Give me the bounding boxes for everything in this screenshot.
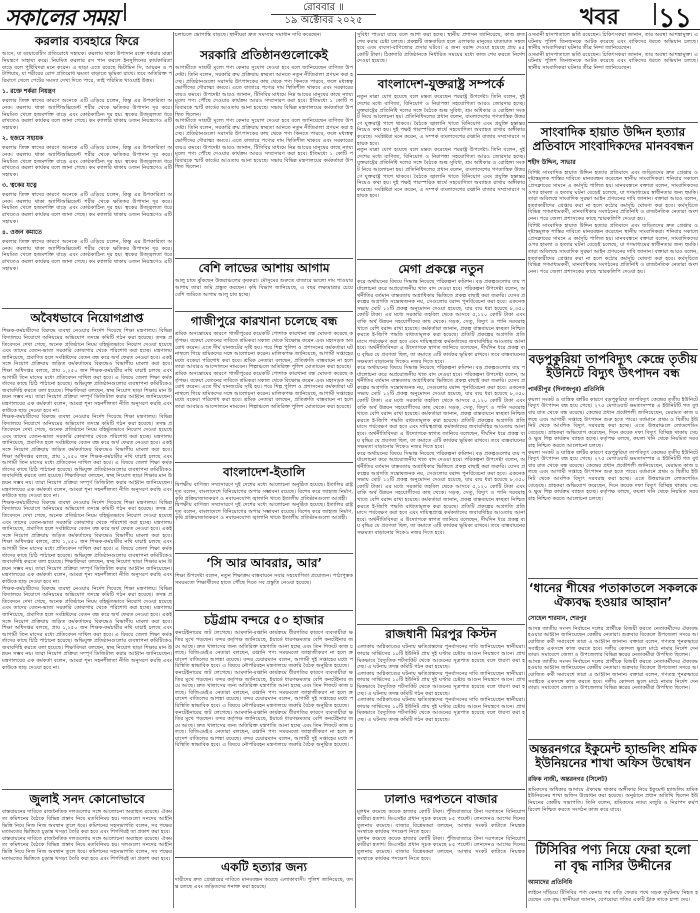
article-body: আসন্ন জাতীয় সংসদ নির্বাচনে দলের প্রার্থীকে বিজয়ী করতে নেতাকর্মীদের ঐক্যবদ্ধ হওয়ার আহ্বান জানিয়েছেন কেন্দ্রীয় নেতারা। শুক্রবার বিকেলে উপজেলা সদরে আয়োজিত কর্মী সমাবেশে তারা এ আহ্বান জানান। বক্তারা বলেন, গণতন্ত্র পুনরুদ্ধারে সবাইকে একসঙ্গে কাজ করতে হবে। দলীয় কোন্দল ভুলে মাঠে নামার নির্দেশ দেন তারা। সমাবেশে জেলা ও উপজেলার বিভিন্ন স্তরের নেতাকর্মীরা উপস্থিত ছিলেন।	[528, 658, 700, 692]
headline: মেগা প্রকল্পে নতুন	[398, 262, 484, 276]
headline: করলার ব্যবহারে ফিরে	[34, 34, 140, 48]
article-july-charter	[2, 792, 172, 910]
article-body: শিক্ষক-কর্মচারীদের বিরুদ্ধে ব্যবস্থা নেওয়ার নির্দেশ দিয়েছে শিক্ষা মন্ত্রণালয়। বিভিন্ন বিদ্যালয়ে নিয়োগে অনিয়মের অভিযোগ তদন্তে কমিটি গঠন করা হয়েছে। তদন্ত প্রতিবেদনে দেখা গেছে, অনেক প্রতিষ্ঠানে নিয়ম বহির্ভূতভাবে নিয়োগ দেওয়া হয়েছে এবং তাদের বেতন-ভাতা সরকারি কোষাগার থেকে পরিশোধ করা হচ্ছে। মন্ত্রণালয় জানিয়েছে, প্রমাণিত হলে সংশ্লিষ্টদের বেতন বন্ধ করে অর্থ ফেরত নেওয়া হবে। একই সঙ্গে নিয়োগ প্রক্রিয়ায় জড়িত কর্মকর্তাদের বিরুদ্ধেও বিভাগীয় মামলা করা হবে। শিক্ষা অধিদপ্তর বলছে, প্রায় ১,২৫০ জন শিক্ষক-কর্মচারীর নথি যাচাই চলছে এবং আগামী তিন মাসের মধ্যে প্রতিবেদন দাখিল করা হবে। এ বিষয়ে জেলা শিক্ষা কর্মকর্তাদের কাছে চিঠি পাঠানো হয়েছে। অভিযুক্ত প্রতিষ্ঠানগুলোর ব্যবস্থাপনা কমিটিকেও জবাবদিহি করতে বলা হয়েছে। শিক্ষাবিদরা বলছেন, স্বচ্ছ নিয়োগ ছাড়া শিক্ষার মান উন্নয়ন সম্ভব নয়। তারা নিয়োগ প্রক্রিয়া সম্পূর্ণ ডিজিটাল করার আহ্বান জানিয়েছেন। মন্ত্রণালয়ের এক কর্মকর্তা বলেন, আমরা শূন্য সহনশীলতা নীতি অনুসরণ করছি এবং কাউকে ছাড় দেওয়া হবে না।	[2, 585, 172, 671]
byline: রফিক নাজী, অন্তরনগর (সিলেট)	[528, 775, 608, 783]
article-murder	[175, 860, 353, 910]
article-continuation	[175, 32, 353, 46]
article-body: কয়লা সংকট ও যান্ত্রিক ত্রুটির কারণে বড়পুকুরিয়া তাপবিদ্যুৎ কেন্দ্রের তৃতীয় ইউনিটে বিদ্যুৎ উৎপাদন বন্ধ হয়ে গেছে। ২৭৫ মেগাওয়াট ক্ষমতাসম্পন্ন এ ইউনিটটি গত বুধবার রাত থেকে বন্ধ রয়েছে। কেন্দ্রের প্রধান প্রকৌশলী জানিয়েছেন, মেরামত কাজ চলছে এবং আগামী সপ্তাহে উৎপাদন শুরু হতে পারে। বর্তমানে প্রথম ও দ্বিতীয় ইউনিট থেকে আংশিক বিদ্যুৎ সরবরাহ করা হচ্ছে। এতে উত্তরাঞ্চলে লোডশেডিং বেড়েছে। গ্রাহকরা অভিযোগ করেছেন, দিনে কয়েক দফা বিদ্যুৎ বিচ্ছিন্ন থাকায় সেচ ও ক্ষুদ্র শিল্প কার্যক্রম ব্যাহত হচ্ছে। কর্তৃপক্ষ বলছে, কয়লা খনি থেকে নিয়মিত সরবরাহ নিশ্চিত করতে আলোচনা চলছে।	[528, 449, 700, 502]
article-tcb	[528, 843, 698, 913]
article-body: করে অর্থায়নের বিষয়ে সিদ্ধান্ত নিয়েছে পরিকল্পনা কমিশন। বড় প্রকল্পগুলোর ব্যয় পর্যালোচনা করে অপ্রয়োজনীয় খাত বাদ দেওয়া হবে। পরিকল্পনা উপদেষ্টা বলেন, অর্থনীতির বর্তমান বাস্তবতায় অগ্রাধিকার ভিত্তিতে প্রকল্প বাছাই করা জরুরি। যেসব প্রকল্পের অগ্রগতি সন্তোষজনক নয়, সেগুলোর বরাদ্দ পুনর্বিবেচনা করা হবে। একনেক সভায় মোট ১২টি প্রকল্প অনুমোদন দেওয়া হয়েছে, যার ব্যয় ধরা হয়েছে ৮,৩৫০ কোটি টাকা। এর মধ্যে সরকারি তহবিল থেকে আসবে ৫,১২০ কোটি টাকা এবং বাকি অর্থ উন্নয়ন সহযোগীদের কাছ থেকে। সড়ক, সেতু, বিদ্যুৎ ও পানি সরবরাহ খাতে বেশি বরাদ্দ রাখা হয়েছে। কর্মকর্তারা জানান, প্রকল্প বাস্তবায়নে স্বচ্ছতা নিশ্চিত করতে ই-জিপি পদ্ধতি বাধ্যতামূলক করা হয়েছে। প্রতিটি প্রকল্পের অগ্রগতি প্রতি মাসে পর্যবেক্ষণ করা হবে এবং দায়িত্বপ্রাপ্ত কর্মকর্তাদের জবাবদিহির আওতায় আনা হবে। অর্থনীতিবিদরা এ উদ্যোগকে স্বাগত জানিয়ে বলেছেন, দীর্ঘদিন ধরে প্রকল্প ব্যয় বৃদ্ধির যে প্রবণতা ছিল, তা কমাতে এটি কার্যকর ভূমিকা রাখবে। তবে বাস্তবায়নের সক্ষমতা বাড়ানোর দিকেও নজর দিতে হবে।	[357, 279, 525, 365]
divider	[357, 74, 525, 75]
article-body: দ্বিপক্ষীয় বাণিজ্য সম্প্রসারণে দুই দেশের মধ্যে আলোচনা অনুষ্ঠিত হয়েছে। ইতালির রাষ্ট্রদূত বলেন, বাংলাদেশে বিনিয়োগের অপার সম্ভাবনা রয়েছে। বিশেষ করে জাহাজ নির্মাণ, কৃষি প্রক্রিয়াজাতকরণ ও নবায়নযোগ্য জ্বালানি খাতে ইতালীয় প্রতিষ্ঠানগুলো আগ্রহী।	[175, 502, 355, 522]
article-body: বিশিষ্ট সাংবাদিক হায়াত উদ্দিন হত্যার প্রতিবাদে এবং জড়িতদের দ্রুত গ্রেপ্তার ও দৃষ্টান্তমূলক শাস্তির দাবিতে মানববন্ধন করেছেন স্থানীয় সাংবাদিকরা। শনিবার সকালে প্রেসক্লাবের সামনে এ কর্মসূচি পালিত হয়। মানববন্ধনে বক্তারা বলেন, সাংবাদিকদের ওপর হামলা ও হত্যার ঘটনা বেড়েই চলেছে, যা গণমাধ্যমের স্বাধীনতার জন্য হুমকি। তারা অবিলম্বে সাংবাদিক সুরক্ষা আইন প্রণয়নের দাবি জানান। বক্তারা আরও বলেন, হত্যাকারীদের গ্রেপ্তার করা না হলে কঠোর কর্মসূচি ঘোষণা করা হবে। কর্মসূচিতে বিভিন্ন গণমাধ্যমকর্মী, মানবাধিকার সংগঠনের প্রতিনিধি ও রাজনৈতিক নেতারা অংশ নেন। পরে জেলা প্রশাসকের কাছে স্মারকলিপি দেওয়া হয়।	[528, 222, 700, 275]
subhead: ৪. ওজন কমাতে	[2, 229, 42, 237]
headline: অন্তরনগরে ইকুমেন্ট হ্যান্ডলিং শ্রমিক ইউনিয়নের শাখা অফিস উদ্বোধন	[529, 742, 697, 771]
article-body: নতুন মাত্রা যোগ হয়েছে বলে মন্তব্য করেছেন পররাষ্ট্র উপদেষ্টা। তিনি বলেন, দুই দেশের মধ্যে বাণিজ্য, বিনিয়োগ ও নিরাপত্তা সহযোগিতা আরও জোরদার হচ্ছে। যুক্তরাষ্ট্রের প্রতিনিধি দলের সঙ্গে বৈঠকে শুল্ক সুবিধা, শ্রম অধিকার ও রোহিঙ্গা সংকট নিয়ে আলোচনা হয়। প্রতিনিধিদলের প্রধান বলেন, বাংলাদেশের গণতান্ত্রিক উত্তরণে যুক্তরাষ্ট্র পাশে থাকবে। বৈঠকে জ্বালানি খাতে বিনিয়োগ এবং প্রযুক্তি হস্তান্তর নিয়েও কথা হয়। দুই পক্ষই পারস্পরিক স্বার্থে সহযোগিতা অব্যাহত রাখার অঙ্গীকার করেছে। সংশ্লিষ্টরা মনে করেন, এ সম্পর্ক বাংলাদেশের রপ্তানি বাজার সম্প্রসারণে সহায়ক হবে।	[357, 94, 525, 147]
column-1	[2, 32, 172, 908]
article-body: শ্রমিক অসন্তোষের কারণে গাজীপুরের কয়েকটি পোশাক কারখানা বন্ধ ঘোষণা করেছে কর্তৃপক্ষ। বকেয়া বেতনের দাবিতে শ্রমিকরা সকাল থেকে বিক্ষোভ করেন এবং মহাসড়ক অবরোধ করেন। এতে দীর্ঘ যানজটের সৃষ্টি হয়। পরে শিল্প পুলিশ ও প্রশাসনের কর্মকর্তারা ঘটনাস্থলে গিয়ে শ্রমিকদের সঙ্গে আলোচনা করেন। মালিকপক্ষ জানিয়েছে, আগামী সপ্তাহের মধ্যে বকেয়া পরিশোধ করা হবে। শ্রমিক নেতারা বলছেন, প্রতিশ্রুতি বাস্তবায়ন না হলে তারা আবারও আন্দোলনে নামবেন। শিল্পাঞ্চলে অতিরিক্ত পুলিশ মোতায়েন করা হয়েছে।	[175, 331, 355, 371]
article-body: আগামীতে সাশ্রয়ী মূল্যে পণ্য কেনার সুযোগ দেওয়া হবে বলে জানিয়েছেন বাণিজ্য উপদেষ্টা। তিনি বলেন, সরকারি ক্রয় প্রক্রিয়ায় স্বচ্ছতা আনতে নতুন নীতিমালা প্রণয়ন করা হচ্ছে। প্রতিষ্ঠানগুলো সরাসরি উৎপাদকের কাছ থেকে পণ্য কিনতে পারবে, ফলে মধ্যস্বত্বভোগীদের দৌরাত্ম্য কমবে। এতে বাজারে পণ্যের দাম স্থিতিশীল থাকবে এবং সরকারের ব্যয়ও কমবে। উপদেষ্টা আরও জানান, টিসিবির মাধ্যমে নিম্ন আয়ের মানুষের কাছে ন্যায্যমূল্যে পণ্য পৌঁছে দেওয়ার কার্যক্রম আরও সম্প্রসারণ করা হবে। ইতিমধ্যে ১ কোটি পরিবারকে স্মার্ট কার্ডের আওতায় আনা হয়েছে। সভায় বিভিন্ন মন্ত্রণালয়ের কর্মকর্তারা উপস্থিত ছিলেন।	[175, 118, 355, 171]
article-body: কনটেইনারের জট লেগেছে। আমদানি-রপ্তানি কার্যক্রমে ধীরগতির কারণে ব্যবসায়ীরা ক্ষতির মুখে পড়ছেন। বন্দর কর্তৃপক্ষ জানিয়েছে, ইয়ার্ডে ধারণক্ষমতার বেশি কনটেইনার জমে আছে। দ্রুত খালাসের জন্য অতিরিক্ত যন্ত্রপাতি আনা হচ্ছে এবং তিন শিফটে কাজ চলছে। বিজিএমইএ নেতারা বলছেন, রপ্তানি পণ্য সময়মতো জাহাজীকরণ না হলে ক্রয়াদেশ বাতিলের আশঙ্কা রয়েছে। বন্দর চেয়ারম্যান বলেন, আগামী দুই সপ্তাহের মধ্যে পরিস্থিতি স্বাভাবিক হবে। এ বিষয়ে নৌপরিবহন মন্ত্রণালয়ে জরুরি বৈঠক অনুষ্ঠিত হয়েছে।	[175, 630, 353, 670]
weekday: রোববার ॥	[303, 2, 344, 13]
divider	[357, 259, 525, 260]
date: ১৯ অক্টোবর ২০২৫	[284, 15, 363, 26]
headline: বাংলাদেশ-ইতালি	[222, 465, 306, 479]
article-body: মূলধন কমেছে কয়েক হাজার কোটি টাকা। পুঁজিবাজারে টানা দরপতনে বিনিয়োগকারীরা হতাশ। ডিএসইর প্রধান সূচক কমেছে ৮৫ পয়েন্ট। লেনদেনও আগের দিনের তুলনায় কমেছে। বাজার বিশ্লেষকরা বলছেন, আস্থার সংকট কাটাতে নিয়ন্ত্রক সংস্থাকে কার্যকর পদক্ষেপ নিতে হবে।	[357, 835, 525, 862]
divider	[175, 258, 353, 259]
article-body: এলাকায় অগ্নিকাণ্ডের ঘটনায় ক্ষতিগ্রস্তদের পুনর্বাসনের দাবি জানিয়েছেন স্থানীয়রা। ফায়ার সার্ভিসের ১০টি ইউনিট প্রায় দুই ঘণ্টার চেষ্টায় আগুন নিয়ন্ত্রণে আনে। প্রাথমিকভাবে বৈদ্যুতিক শর্টসার্কিট থেকে আগুনের সূত্রপাত হয়েছে বলে ধারণা করা হচ্ছে। এ ঘটনায় তদন্ত কমিটি গঠন করা হয়েছে।	[357, 644, 525, 671]
article-mirpur	[357, 627, 525, 787]
article-body: করে অর্থায়নের বিষয়ে সিদ্ধান্ত নিয়েছে পরিকল্পনা কমিশন। বড় প্রকল্পগুলোর ব্যয় পর্যালোচনা করে অপ্রয়োজনীয় খাত বাদ দেওয়া হবে। পরিকল্পনা উপদেষ্টা বলেন, অর্থনীতির বর্তমান বাস্তবতায় অগ্রাধিকার ভিত্তিতে প্রকল্প বাছাই করা জরুরি। যেসব প্রকল্পের অগ্রগতি সন্তোষজনক নয়, সেগুলোর বরাদ্দ পুনর্বিবেচনা করা হবে। একনেক সভায় মোট ১২টি প্রকল্প অনুমোদন দেওয়া হয়েছে, যার ব্যয় ধরা হয়েছে ৮,৩৫০ কোটি টাকা। এর মধ্যে সরকারি তহবিল থেকে আসবে ৫,১২০ কোটি টাকা এবং বাকি অর্থ উন্নয়ন সহযোগীদের কাছ থেকে। সড়ক, সেতু, বিদ্যুৎ ও পানি সরবরাহ খাতে বেশি বরাদ্দ রাখা হয়েছে। কর্মকর্তারা জানান, প্রকল্প বাস্তবায়নে স্বচ্ছতা নিশ্চিত করতে ই-জিপি পদ্ধতি বাধ্যতামূলক করা হয়েছে। প্রতিটি প্রকল্পের অগ্রগতি প্রতি মাসে পর্যবেক্ষণ করা হবে এবং দায়িত্বপ্রাপ্ত কর্মকর্তাদের জবাবদিহির আওতায় আনা হবে। অর্থনীতিবিদরা এ উদ্যোগকে স্বাগত জানিয়ে বলেছেন, দীর্ঘদিন ধরে প্রকল্প ব্যয় বৃদ্ধির যে প্রবণতা ছিল, তা কমাতে এটি কার্যকর ভূমিকা রাখবে। তবে বাস্তবায়নের সক্ষমতা বাড়ানোর দিকেও নজর দিতে হবে।	[357, 365, 525, 451]
article-body: আগামীতে সাশ্রয়ী মূল্যে পণ্য কেনার সুযোগ দেওয়া হবে বলে জানিয়েছেন বাণিজ্য উপদেষ্টা। তিনি বলেন, সরকারি ক্রয় প্রক্রিয়ায় স্বচ্ছতা আনতে নতুন নীতিমালা প্রণয়ন করা হচ্ছে। প্রতিষ্ঠানগুলো সরাসরি উৎপাদকের কাছ থেকে পণ্য কিনতে পারবে, ফলে মধ্যস্বত্বভোগীদের দৌরাত্ম্য কমবে। এতে বাজারে পণ্যের দাম স্থিতিশীল থাকবে এবং সরকারের ব্যয়ও কমবে। উপদেষ্টা আরও জানান, টিসিবির মাধ্যমে নিম্ন আয়ের মানুষের কাছে ন্যায্যমূল্যে পণ্য পৌঁছে দেওয়ার কার্যক্রম আরও সম্প্রসারণ করা হবে। ইতিমধ্যে ১ কোটি পরিবারকে স্মার্ট কার্ডের আওতায় আনা হয়েছে। সভায় বিভিন্ন মন্ত্রণালয়ের কর্মকর্তারা উপস্থিত ছিলেন।	[175, 65, 355, 118]
headline: ‘সি আর আবরার, আর’	[205, 556, 323, 570]
article-body: করলার তিক্ত স্বাদের কারণে অনেকে এটি এড়িয়ে চলেন, কিন্তু এর উপকারিতা অনেক। করলায় থাকা অ্যান্টিঅক্সিডেন্ট শরীর থেকে ক্ষতিকর উপাদান দূর করে। নিয়মিত খেলে হজমশক্তি বাড়ে এবং কোষ্ঠকাঠিন্য দূর হয়। ত্বকের উজ্জ্বলতা ধরে রাখতেও করলা কার্যকর বলে জানা গেছে। কম ক্যালরি থাকায় ওজন নিয়ন্ত্রণেও এটি সহায়ক।	[2, 98, 172, 131]
headline: সরকারি প্রতিষ্ঠানগুলোকেই	[200, 48, 328, 62]
byline: আমাদের প্রতিনিধি	[528, 879, 573, 887]
article-body: আসন্ন জাতীয় সংসদ নির্বাচনে দলের প্রার্থীকে বিজয়ী করতে নেতাকর্মীদের ঐক্যবদ্ধ হওয়ার আহ্বান জানিয়েছেন কেন্দ্রীয় নেতারা। শুক্রবার বিকেলে উপজেলা সদরে আয়োজিত কর্মী সমাবেশে তারা এ আহ্বান জানান। বক্তারা বলেন, গণতন্ত্র পুনরুদ্ধারে সবাইকে একসঙ্গে কাজ করতে হবে। দলীয় কোন্দল ভুলে মাঠে নামার নির্দেশ দেন তারা। সমাবেশে জেলা ও উপজেলার বিভিন্ন স্তরের নেতাকর্মীরা উপস্থিত ছিলেন।	[528, 625, 700, 659]
article-gazipur	[175, 314, 353, 460]
article-port	[175, 613, 353, 855]
section-label: খবর	[580, 5, 619, 30]
divider	[175, 553, 353, 554]
article-body: এলাকায় অগ্নিকাণ্ডের ঘটনায় ক্ষতিগ্রস্তদের পুনর্বাসনের দাবি জানিয়েছেন স্থানীয়রা। ফায়ার সার্ভিসের ১০টি ইউনিট প্রায় দুই ঘণ্টার চেষ্টায় আগুন নিয়ন্ত্রণে আনে। প্রাথমিকভাবে বৈদ্যুতিক শর্টসার্কিট থেকে আগুনের সূত্রপাত হয়েছে বলে ধারণা করা হচ্ছে। এ ঘটনায় তদন্ত কমিটি গঠন করা হয়েছে।	[357, 697, 525, 723]
column-3	[357, 32, 525, 908]
article-italy	[175, 465, 353, 551]
article-niyog	[2, 311, 172, 787]
newspaper-brand: সকালের সময়	[5, 6, 119, 31]
article-body: শিক্ষা উপদেষ্টা বলেন, নতুন শিক্ষাক্রম বাস্তবায়নে সবার সহযোগিতা প্রয়োজন। পাঠ্যপুস্তক সময়মতো শিক্ষার্থীদের হাতে পৌঁছে দিতে সব প্রস্তুতি নেওয়া হয়েছে।	[175, 573, 355, 586]
article-body: ওসমানী হাসপাতালে ভর্তি রয়েছেন। চিকিৎসকরা জানান, তার অবস্থা আশঙ্কামুক্ত। এ ঘটনায় পুলিশ তিনজনকে আটক করেছে এবং বাকিদের ধরতে অভিযান চলছে। স্থানীয় সাংবাদিকরা ঘটনার তীব্র নিন্দা জানিয়েছেন।	[528, 32, 700, 52]
article-body: কনটেইনারের জট লেগেছে। আমদানি-রপ্তানি কার্যক্রমে ধীরগতির কারণে ব্যবসায়ীরা ক্ষতির মুখে পড়ছেন। বন্দর কর্তৃপক্ষ জানিয়েছে, ইয়ার্ডে ধারণক্ষমতার বেশি কনটেইনার জমে আছে। দ্রুত খালাসের জন্য অতিরিক্ত যন্ত্রপাতি আনা হচ্ছে এবং তিন শিফটে কাজ চলছে। বিজিএমইএ নেতারা বলছেন, রপ্তানি পণ্য সময়মতো জাহাজীকরণ না হলে ক্রয়াদেশ বাতিলের আশঙ্কা রয়েছে। বন্দর চেয়ারম্যান বলেন, আগামী দুই সপ্তাহের মধ্যে পরিস্থিতি স্বাভাবিক হবে। এ বিষয়ে নৌপরিবহন মন্ত্রণালয়ে জরুরি বৈঠক অনুষ্ঠিত হয়েছে।	[175, 669, 353, 709]
article-continuation	[528, 32, 698, 120]
column-4	[528, 32, 698, 908]
subhead: ৩. ত্বকের যত্নে	[2, 182, 37, 190]
article-body: কয়লা সংকট ও যান্ত্রিক ত্রুটির কারণে বড়পুকুরিয়া তাপবিদ্যুৎ কেন্দ্রের তৃতীয় ইউনিটে বিদ্যুৎ উৎপাদন বন্ধ হয়ে গেছে। ২৭৫ মেগাওয়াট ক্ষমতাসম্পন্ন এ ইউনিটটি গত বুধবার রাত থেকে বন্ধ রয়েছে। কেন্দ্রের প্রধান প্রকৌশলী জানিয়েছেন, মেরামত কাজ চলছে এবং আগামী সপ্তাহে উৎপাদন শুরু হতে পারে। বর্তমানে প্রথম ও দ্বিতীয় ইউনিট থেকে আংশিক বিদ্যুৎ সরবরাহ করা হচ্ছে। এতে উত্তরাঞ্চলে লোডশেডিং বেড়েছে। গ্রাহকরা অভিযোগ করেছেন, দিনে কয়েক দফা বিদ্যুৎ বিচ্ছিন্ন থাকায় সেচ ও ক্ষুদ্র শিল্প কার্যক্রম ব্যাহত হচ্ছে। কর্তৃপক্ষ বলছে, কয়লা খনি থেকে নিয়মিত সরবরাহ নিশ্চিত করতে আলোচনা চলছে।	[528, 396, 700, 449]
article-sarkari	[175, 48, 353, 256]
column-rule	[526, 32, 527, 908]
divider	[175, 857, 353, 858]
subhead: ২. হজমে সহায়ক	[2, 135, 44, 143]
headline: রাজধানী মিরপুর কিস্টন	[385, 627, 497, 641]
article-body: করলার তিক্ত স্বাদের কারণে অনেকে এটি এড়িয়ে চলেন, কিন্তু এর উপকারিতা অনেক। করলায় থাকা অ্যান্টিঅক্সিডেন্ট শরীর থেকে ক্ষতিকর উপাদান দূর করে। নিয়মিত খেলে হজমশক্তি বাড়ে এবং কোষ্ঠকাঠিন্য দূর হয়। ত্বকের উজ্জ্বলতা ধরে রাখতেও করলা কার্যকর বলে জানা গেছে। কম ক্যালরি থাকায় ওজন নিয়ন্ত্রণেও এটি সহায়ক।	[2, 239, 172, 272]
article-body: চলাচলে ভোগান্তি বাড়ছে। স্থানীয়রা দ্রুত সমস্যার সমাধান দাবি করেছেন।	[175, 32, 322, 38]
article-body: লাইনে দাঁড়িয়ে টিসিবির পণ্য কেনার পর বাড়ি ফেরার পথে সড়ক দুর্ঘটনায় নিহত হয়েছেন এক বৃদ্ধ। স্থানীয়রা জানান, বেপরোয়া গতির একটি ট্রাক তাকে চাপা দেয়।	[528, 890, 698, 903]
subhead: ১. রক্তে শর্করা নিয়ন্ত্রণ	[2, 88, 56, 96]
article-body: শিক্ষক-কর্মচারীদের বিরুদ্ধে ব্যবস্থা নেওয়ার নির্দেশ দিয়েছে শিক্ষা মন্ত্রণালয়। বিভিন্ন বিদ্যালয়ে নিয়োগে অনিয়মের অভিযোগ তদন্তে কমিটি গঠন করা হয়েছে। তদন্ত প্রতিবেদনে দেখা গেছে, অনেক প্রতিষ্ঠানে নিয়ম বহির্ভূতভাবে নিয়োগ দেওয়া হয়েছে এবং তাদের বেতন-ভাতা সরকারি কোষাগার থেকে পরিশোধ করা হচ্ছে। মন্ত্রণালয় জানিয়েছে, প্রমাণিত হলে সংশ্লিষ্টদের বেতন বন্ধ করে অর্থ ফেরত নেওয়া হবে। একই সঙ্গে নিয়োগ প্রক্রিয়ায় জড়িত কর্মকর্তাদের বিরুদ্ধেও বিভাগীয় মামলা করা হবে। শিক্ষা অধিদপ্তর বলছে, প্রায় ১,২৫০ জন শিক্ষক-কর্মচারীর নথি যাচাই চলছে এবং আগামী তিন মাসের মধ্যে প্রতিবেদন দাখিল করা হবে। এ বিষয়ে জেলা শিক্ষা কর্মকর্তাদের কাছে চিঠি পাঠানো হয়েছে। অভিযুক্ত প্রতিষ্ঠানগুলোর ব্যবস্থাপনা কমিটিকেও জবাবদিহি করতে বলা হয়েছে। শিক্ষাবিদরা বলছেন, স্বচ্ছ নিয়োগ ছাড়া শিক্ষার মান উন্নয়ন সম্ভব নয়। তারা নিয়োগ প্রক্রিয়া সম্পূর্ণ ডিজিটাল করার আহ্বান জানিয়েছেন। মন্ত্রণালয়ের এক কর্মকর্তা বলেন, আমরা শূন্য সহনশীলতা নীতি অনুসরণ করছি এবং কাউকে ছাড় দেওয়া হবে না।	[2, 414, 172, 500]
divider	[528, 122, 698, 123]
brand-divider	[124, 3, 126, 21]
byline: শহীদ উদ্দিন, সাভার	[528, 158, 576, 166]
headline: জুলাই সনদ কোনোভাবে	[29, 792, 145, 806]
article-mega-project	[357, 262, 525, 622]
byline: পার্বতীপুর (দিনাজপুর) প্রতিনিধি	[528, 385, 605, 393]
divider	[2, 789, 172, 790]
divider	[175, 311, 353, 312]
article-body: ওসমানী হাসপাতালে ভর্তি রয়েছেন। চিকিৎসকরা জানান, তার অবস্থা আশঙ্কামুক্ত। এ ঘটনায় পুলিশ তিনজনকে আটক করেছে এবং বাকিদের ধরতে অভিযান চলছে। স্থানীয় সাংবাদিকরা ঘটনার তীব্র নিন্দা জানিয়েছেন।	[528, 51, 700, 71]
article-korola	[2, 34, 172, 306]
article-body: করে অর্থায়নের বিষয়ে সিদ্ধান্ত নিয়েছে পরিকল্পনা কমিশন। বড় প্রকল্পগুলোর ব্যয় পর্যালোচনা করে অপ্রয়োজনীয় খাত বাদ দেওয়া হবে। পরিকল্পনা উপদেষ্টা বলেন, অর্থনীতির বর্তমান বাস্তবতায় অগ্রাধিকার ভিত্তিতে প্রকল্প বাছাই করা জরুরি। যেসব প্রকল্পের অগ্রগতি সন্তোষজনক নয়, সেগুলোর বরাদ্দ পুনর্বিবেচনা করা হবে। একনেক সভায় মোট ১২টি প্রকল্প অনুমোদন দেওয়া হয়েছে, যার ব্যয় ধরা হয়েছে ৮,৩৫০ কোটি টাকা। এর মধ্যে সরকারি তহবিল থেকে আসবে ৫,১২০ কোটি টাকা এবং বাকি অর্থ উন্নয়ন সহযোগীদের কাছ থেকে। সড়ক, সেতু, বিদ্যুৎ ও পানি সরবরাহ খাতে বেশি বরাদ্দ রাখা হয়েছে। কর্মকর্তারা জানান, প্রকল্প বাস্তবায়নে স্বচ্ছতা নিশ্চিত করতে ই-জিপি পদ্ধতি বাধ্যতামূলক করা হয়েছে। প্রতিটি প্রকল্পের অগ্রগতি প্রতি মাসে পর্যবেক্ষণ করা হবে এবং দায়িত্বপ্রাপ্ত কর্মকর্তাদের জবাবদিহির আওতায় আনা হবে। অর্থনীতিবিদরা এ উদ্যোগকে স্বাগত জানিয়ে বলেছেন, দীর্ঘদিন ধরে প্রকল্প ব্যয় বৃদ্ধির যে প্রবণতা ছিল, তা কমাতে এটি কার্যকর ভূমিকা রাখবে। তবে বাস্তবায়নের সক্ষমতা বাড়ানোর দিকেও নজর দিতে হবে।	[357, 450, 525, 536]
article-body: আসে, যা ডায়াবেটিস প্রতিরোধে সহায়ক। করলায় থাকা উপাদান রক্তে শর্করার মাত্রা নিয়ন্ত্রণে সাহায্য করে। নিয়মিত করলার রস পান করলে ইনসুলিনের কার্যকারিতা বাড়ে বলে পুষ্টিবিদরা মনে করেন। এ ছাড়া এতে রয়েছে ভিটামিন সি, আয়রন ও পটাশিয়াম, যা শরীরের রোগ প্রতিরোধ ক্ষমতা বাড়াতে ভূমিকা রাখে। তবে অতিরিক্ত পরিমাণে খেলে পেটের সমস্যা দেখা দিতে পারে, তাই পরিমিত খাওয়াই উত্তম।	[2, 51, 172, 84]
section-divider	[654, 3, 656, 25]
headline: গাজীপুরে কারখানা চলেছে বন্ধ	[190, 314, 338, 328]
column-rule	[355, 32, 356, 908]
article-body: সুবিধা পাওয়া যাবে বলে আশা করা হচ্ছে। স্থানীয় প্রশাসন জানিয়েছে, কাজ দ্রুত শেষ করার চেষ্টা চলছে। প্রকল্পটি বাস্তবায়িত হলে এলাকার মানুষের যাতায়াত সহজ হবে এবং ব্যবসা-বাণিজ্যের প্রসার ঘটবে। এ জন্য বরাদ্দ দেওয়া হয়েছে প্রায় ৪৫ কোটি টাকা। ঠিকাদারি প্রতিষ্ঠানকে নির্ধারিত সময়ের মধ্যে কাজ শেষ করতে নির্দেশ দেওয়া হয়েছে।	[357, 32, 525, 65]
article-body: শ্রমিকদের অধিকার আদায়ে ঐক্যবদ্ধ থাকার অঙ্গীকার নিয়ে ইকুমেন্ট হ্যান্ডলিং শ্রমিক ইউনিয়নের শাখা অফিস উদ্বোধন করা হয়েছে। অনুষ্ঠানে প্রধান অতিথি ছিলেন ইউনিয়নের কেন্দ্রীয় সভাপতি। তিনি বলেন, শ্রমিকদের ন্যায্য মজুরি ও নিরাপদ কর্মপরিবেশ নিশ্চিত করতে সংগঠন কাজ করে যাবে।	[528, 786, 700, 813]
article-body: করলার তিক্ত স্বাদের কারণে অনেকে এটি এড়িয়ে চলেন, কিন্তু এর উপকারিতা অনেক। করলায় থাকা অ্যান্টিঅক্সিডেন্ট শরীর থেকে ক্ষতিকর উপাদান দূর করে। নিয়মিত খেলে হজমশক্তি বাড়ে এবং কোষ্ঠকাঠিন্য দূর হয়। ত্বকের উজ্জ্বলতা ধরে রাখতেও করলা কার্যকর বলে জানা গেছে। কম ক্যালরি থাকায় ওজন নিয়ন্ত্রণেও এটি সহায়ক।	[2, 145, 172, 178]
page-number: ১১	[658, 3, 692, 34]
article-body: বাস্তবায়নের দাবিতে রাজনৈতিক দলগুলোর সঙ্গে আলোচনা অব্যাহত রয়েছে। ঐকমত্য কমিশনের বৈঠকে বিভিন্ন প্রস্তাব নিয়ে মতবিনিময় হয়। দলগুলো সনদের আইনি ভিত্তি নিয়ে নিজ নিজ অবস্থান তুলে ধরে। কমিশনের সহসভাপতি বলেন, সব পক্ষের মতামতের ভিত্তিতে চূড়ান্ত খসড়া তৈরি করা হবে এবং শিগগিরই তা প্রকাশ করা হবে।	[2, 835, 172, 862]
article-body: কনটেইনারের জট লেগেছে। আমদানি-রপ্তানি কার্যক্রমে ধীরগতির কারণে ব্যবসায়ীরা ক্ষতির মুখে পড়ছেন। বন্দর কর্তৃপক্ষ জানিয়েছে, ইয়ার্ডে ধারণক্ষমতার বেশি কনটেইনার জমে আছে। দ্রুত খালাসের জন্য অতিরিক্ত যন্ত্রপাতি আনা হচ্ছে এবং তিন শিফটে কাজ চলছে। বিজিএমইএ নেতারা বলছেন, রপ্তানি পণ্য সময়মতো জাহাজীকরণ না হলে ক্রয়াদেশ বাতিলের আশঙ্কা রয়েছে। বন্দর চেয়ারম্যান বলেন, আগামী দুই সপ্তাহের মধ্যে পরিস্থিতি স্বাভাবিক হবে। এ বিষয়ে নৌপরিবহন মন্ত্রণালয়ে জরুরি বৈঠক অনুষ্ঠিত হয়েছে।	[175, 709, 353, 749]
article-market	[357, 792, 525, 912]
divider	[2, 308, 172, 309]
article-alu	[175, 261, 353, 309]
dateline	[236, 2, 411, 27]
divider	[528, 739, 698, 740]
headline: বড়পুকুরিয়া তাপবিদ্যুৎ কেন্দ্রে তৃতীয় ইউনিটে বিদ্যুৎ উৎপাদন বন্ধ	[528, 352, 698, 381]
divider	[175, 610, 353, 611]
masthead	[0, 0, 700, 34]
headline: ঢালাও দরপতনে বাজার	[384, 792, 498, 806]
divider	[357, 789, 525, 790]
headline: বাংলাদেশ-যুক্তরাষ্ট্র সম্পর্কে	[377, 77, 505, 91]
article-journalist	[528, 125, 698, 347]
headline: ‘ধানের শীষের পতাকাতলে সকলকে ঐক্যবদ্ধ হওয়ার আহ্বান’	[528, 581, 698, 610]
article-body: শ্রমিক অসন্তোষের কারণে গাজীপুরের কয়েকটি পোশাক কারখানা বন্ধ ঘোষণা করেছে কর্তৃপক্ষ। বকেয়া বেতনের দাবিতে শ্রমিকরা সকাল থেকে বিক্ষোভ করেন এবং মহাসড়ক অবরোধ করেন। এতে দীর্ঘ যানজটের সৃষ্টি হয়। পরে শিল্প পুলিশ ও প্রশাসনের কর্মকর্তারা ঘটনাস্থলে গিয়ে শ্রমিকদের সঙ্গে আলোচনা করেন। মালিকপক্ষ জানিয়েছে, আগামী সপ্তাহের মধ্যে বকেয়া পরিশোধ করা হবে। শ্রমিক নেতারা বলছেন, প্রতিশ্রুতি বাস্তবায়ন না হলে তারা আবারও আন্দোলনে নামবেন। শিল্পাঞ্চলে অতিরিক্ত পুলিশ মোতায়েন করা হয়েছে।	[175, 370, 355, 410]
article-body: আলু চাষে ঝুঁকছেন উত্তরাঞ্চলের কৃষকরা। মৌসুমের শুরুতে বাজারে ভালো দাম পাওয়ার আশায় তারা জমি প্রস্তুত করছেন। কৃষি বিভাগ জানিয়েছে, এ বছর লক্ষ্যমাত্রার চেয়ে বেশি জমিতে আগাম আলু চাষ হচ্ছে।	[175, 278, 355, 298]
divider	[528, 578, 698, 579]
article-body: নতুন মাত্রা যোগ হয়েছে বলে মন্তব্য করেছেন পররাষ্ট্র উপদেষ্টা। তিনি বলেন, দুই দেশের মধ্যে বাণিজ্য, বিনিয়োগ ও নিরাপত্তা সহযোগিতা আরও জোরদার হচ্ছে। যুক্তরাষ্ট্রের প্রতিনিধি দলের সঙ্গে বৈঠকে শুল্ক সুবিধা, শ্রম অধিকার ও রোহিঙ্গা সংকট নিয়ে আলোচনা হয়। প্রতিনিধিদলের প্রধান বলেন, বাংলাদেশের গণতান্ত্রিক উত্তরণে যুক্তরাষ্ট্র পাশে থাকবে। বৈঠকে জ্বালানি খাতে বিনিয়োগ এবং প্রযুক্তি হস্তান্তর নিয়েও কথা হয়। দুই পক্ষই পারস্পরিক স্বার্থে সহযোগিতা অব্যাহত রাখার অঙ্গীকার করেছে। সংশ্লিষ্টরা মনে করেন, এ সম্পর্ক বাংলাদেশের রপ্তানি বাজার সম্প্রসারণে সহায়ক হবে।	[357, 147, 525, 200]
article-body: বাস্তবায়নের দাবিতে রাজনৈতিক দলগুলোর সঙ্গে আলোচনা অব্যাহত রয়েছে। ঐকমত্য কমিশনের বৈঠকে বিভিন্ন প্রস্তাব নিয়ে মতবিনিময় হয়। দলগুলো সনদের আইনি ভিত্তি নিয়ে নিজ নিজ অবস্থান তুলে ধরে। কমিশনের সহসভাপতি বলেন, সব পক্ষের মতামতের ভিত্তিতে চূড়ান্ত খসড়া তৈরি করা হবে এবং শিগগিরই তা প্রকাশ করা হবে।	[2, 809, 172, 836]
article-us-relations	[357, 77, 525, 257]
headline: চট্টগ্রাম বন্দরে ৫০ হাজার	[204, 613, 324, 627]
divider	[357, 624, 525, 625]
headline: একটি হত্যার জন্য	[220, 860, 308, 874]
article-body: শিক্ষক-কর্মচারীদের বিরুদ্ধে ব্যবস্থা নেওয়ার নির্দেশ দিয়েছে শিক্ষা মন্ত্রণালয়। বিভিন্ন বিদ্যালয়ে নিয়োগে অনিয়মের অভিযোগ তদন্তে কমিটি গঠন করা হয়েছে। তদন্ত প্রতিবেদনে দেখা গেছে, অনেক প্রতিষ্ঠানে নিয়ম বহির্ভূতভাবে নিয়োগ দেওয়া হয়েছে এবং তাদের বেতন-ভাতা সরকারি কোষাগার থেকে পরিশোধ করা হচ্ছে। মন্ত্রণালয় জানিয়েছে, প্রমাণিত হলে সংশ্লিষ্টদের বেতন বন্ধ করে অর্থ ফেরত নেওয়া হবে। একই সঙ্গে নিয়োগ প্রক্রিয়ায় জড়িত কর্মকর্তাদের বিরুদ্ধেও বিভাগীয় মামলা করা হবে। শিক্ষা অধিদপ্তর বলছে, প্রায় ১,২৫০ জন শিক্ষক-কর্মচারীর নথি যাচাই চলছে এবং আগামী তিন মাসের মধ্যে প্রতিবেদন দাখিল করা হবে। এ বিষয়ে জেলা শিক্ষা কর্মকর্তাদের কাছে চিঠি পাঠানো হয়েছে। অভিযুক্ত প্রতিষ্ঠানগুলোর ব্যবস্থাপনা কমিটিকেও জবাবদিহি করতে বলা হয়েছে। শিক্ষাবিদরা বলছেন, স্বচ্ছ নিয়োগ ছাড়া শিক্ষার মান উন্নয়ন সম্ভব নয়। তারা নিয়োগ প্রক্রিয়া সম্পূর্ণ ডিজিটাল করার আহ্বান জানিয়েছেন। মন্ত্রণালয়ের এক কর্মকর্তা বলেন, আমরা শূন্য সহনশীলতা নীতি অনুসরণ করছি এবং কাউকে ছাড় দেওয়া হবে না।	[2, 328, 172, 414]
divider	[528, 840, 698, 841]
article-dhaner-shish	[528, 581, 698, 737]
article-power-plant	[528, 352, 698, 576]
article-body: এলাকায় অগ্নিকাণ্ডের ঘটনায় ক্ষতিগ্রস্তদের পুনর্বাসনের দাবি জানিয়েছেন স্থানীয়রা। ফায়ার সার্ভিসের ১০টি ইউনিট প্রায় দুই ঘণ্টার চেষ্টায় আগুন নিয়ন্ত্রণে আনে। প্রাথমিকভাবে বৈদ্যুতিক শর্টসার্কিট থেকে আগুনের সূত্রপাত হয়েছে বলে ধারণা করা হচ্ছে। এ ঘটনায় তদন্ত কমিটি গঠন করা হয়েছে।	[357, 670, 525, 697]
headline: সাংবাদিক হায়াত উদ্দিন হত্যার প্রতিবাদে সাংবাদিকদের মানববন্ধন	[532, 125, 694, 154]
article-body: দায়ীদের দ্রুত গ্রেপ্তারের দাবিতে মানববন্ধন করেছে এলাকাবাসী। পুলিশ জানিয়েছে, তদন্ত চলছে এবং জড়িতদের শনাক্ত করা হয়েছে।	[175, 877, 353, 890]
byline: সোহেল শারমান, শেরপুর	[528, 614, 587, 622]
headline: বেশি লাভের আশায় আগাম	[198, 261, 330, 275]
article-continuation	[357, 32, 525, 72]
column-2	[175, 32, 353, 908]
article-body: শিক্ষক-কর্মচারীদের বিরুদ্ধে ব্যবস্থা নেওয়ার নির্দেশ দিয়েছে শিক্ষা মন্ত্রণালয়। বিভিন্ন বিদ্যালয়ে নিয়োগে অনিয়মের অভিযোগ তদন্তে কমিটি গঠন করা হয়েছে। তদন্ত প্রতিবেদনে দেখা গেছে, অনেক প্রতিষ্ঠানে নিয়ম বহির্ভূতভাবে নিয়োগ দেওয়া হয়েছে এবং তাদের বেতন-ভাতা সরকারি কোষাগার থেকে পরিশোধ করা হচ্ছে। মন্ত্রণালয় জানিয়েছে, প্রমাণিত হলে সংশ্লিষ্টদের বেতন বন্ধ করে অর্থ ফেরত নেওয়া হবে। একই সঙ্গে নিয়োগ প্রক্রিয়ায় জড়িত কর্মকর্তাদের বিরুদ্ধেও বিভাগীয় মামলা করা হবে। শিক্ষা অধিদপ্তর বলছে, প্রায় ১,২৫০ জন শিক্ষক-কর্মচারীর নথি যাচাই চলছে এবং আগামী তিন মাসের মধ্যে প্রতিবেদন দাখিল করা হবে। এ বিষয়ে জেলা শিক্ষা কর্মকর্তাদের কাছে চিঠি পাঠানো হয়েছে। অভিযুক্ত প্রতিষ্ঠানগুলোর ব্যবস্থাপনা কমিটিকেও জবাবদিহি করতে বলা হয়েছে। শিক্ষাবিদরা বলছেন, স্বচ্ছ নিয়োগ ছাড়া শিক্ষার মান উন্নয়ন সম্ভব নয়। তারা নিয়োগ প্রক্রিয়া সম্পূর্ণ ডিজিটাল করার আহ্বান জানিয়েছেন। মন্ত্রণালয়ের এক কর্মকর্তা বলেন, আমরা শূন্য সহনশীলতা নীতি অনুসরণ করছি এবং কাউকে ছাড় দেওয়া হবে না।	[2, 499, 172, 585]
article-body: বিশিষ্ট সাংবাদিক হায়াত উদ্দিন হত্যার প্রতিবাদে এবং জড়িতদের দ্রুত গ্রেপ্তার ও দৃষ্টান্তমূলক শাস্তির দাবিতে মানববন্ধন করেছেন স্থানীয় সাংবাদিকরা। শনিবার সকালে প্রেসক্লাবের সামনে এ কর্মসূচি পালিত হয়। মানববন্ধনে বক্তারা বলেন, সাংবাদিকদের ওপর হামলা ও হত্যার ঘটনা বেড়েই চলেছে, যা গণমাধ্যমের স্বাধীনতার জন্য হুমকি। তারা অবিলম্বে সাংবাদিক সুরক্ষা আইন প্রণয়নের দাবি জানান। বক্তারা আরও বলেন, হত্যাকারীদের গ্রেপ্তার করা না হলে কঠোর কর্মসূচি ঘোষণা করা হবে। কর্মসূচিতে বিভিন্ন গণমাধ্যমকর্মী, মানবাধিকার সংগঠনের প্রতিনিধি ও রাজনৈতিক নেতারা অংশ নেন। পরে জেলা প্রশাসকের কাছে স্মারকলিপি দেওয়া হয়।	[528, 169, 700, 222]
article-body: করলার তিক্ত স্বাদের কারণে অনেকে এটি এড়িয়ে চলেন, কিন্তু এর উপকারিতা অনেক। করলায় থাকা অ্যান্টিঅক্সিডেন্ট শরীর থেকে ক্ষতিকর উপাদান দূর করে। নিয়মিত খেলে হজমশক্তি বাড়ে এবং কোষ্ঠকাঠিন্য দূর হয়। ত্বকের উজ্জ্বলতা ধরে রাখতেও করলা কার্যকর বলে জানা গেছে। কম ক্যালরি থাকায় ওজন নিয়ন্ত্রণেও এটি সহায়ক।	[2, 192, 172, 225]
article-union-office	[528, 742, 698, 838]
article-body: মূলধন কমেছে কয়েক হাজার কোটি টাকা। পুঁজিবাজারে টানা দরপতনে বিনিয়োগকারীরা হতাশ। ডিএসইর প্রধান সূচক কমেছে ৮৫ পয়েন্ট। লেনদেনও আগের দিনের তুলনায় কমেছে। বাজার বিশ্লেষকরা বলছেন, আস্থার সংকট কাটাতে নিয়ন্ত্রক সংস্থাকে কার্যকর পদক্ষেপ নিতে হবে।	[357, 809, 525, 836]
headline: অবৈধভাবে নিয়োগপ্রাপ্ত	[30, 311, 144, 325]
divider	[175, 462, 353, 463]
article-body: দ্বিপক্ষীয় বাণিজ্য সম্প্রসারণে দুই দেশের মধ্যে আলোচনা অনুষ্ঠিত হয়েছে। ইতালির রাষ্ট্রদূত বলেন, বাংলাদেশে বিনিয়োগের অপার সম্ভাবনা রয়েছে। বিশেষ করে জাহাজ নির্মাণ, কৃষি প্রক্রিয়াজাতকরণ ও নবায়নযোগ্য জ্বালানি খাতে ইতালীয় প্রতিষ্ঠানগুলো আগ্রহী।	[175, 482, 355, 502]
headline: টিসিবির পণ্য নিয়ে ফেরা হলো না বৃদ্ধ নাসির উদ্দীনের	[535, 843, 691, 874]
article-abrar	[175, 556, 353, 608]
divider	[528, 349, 698, 350]
